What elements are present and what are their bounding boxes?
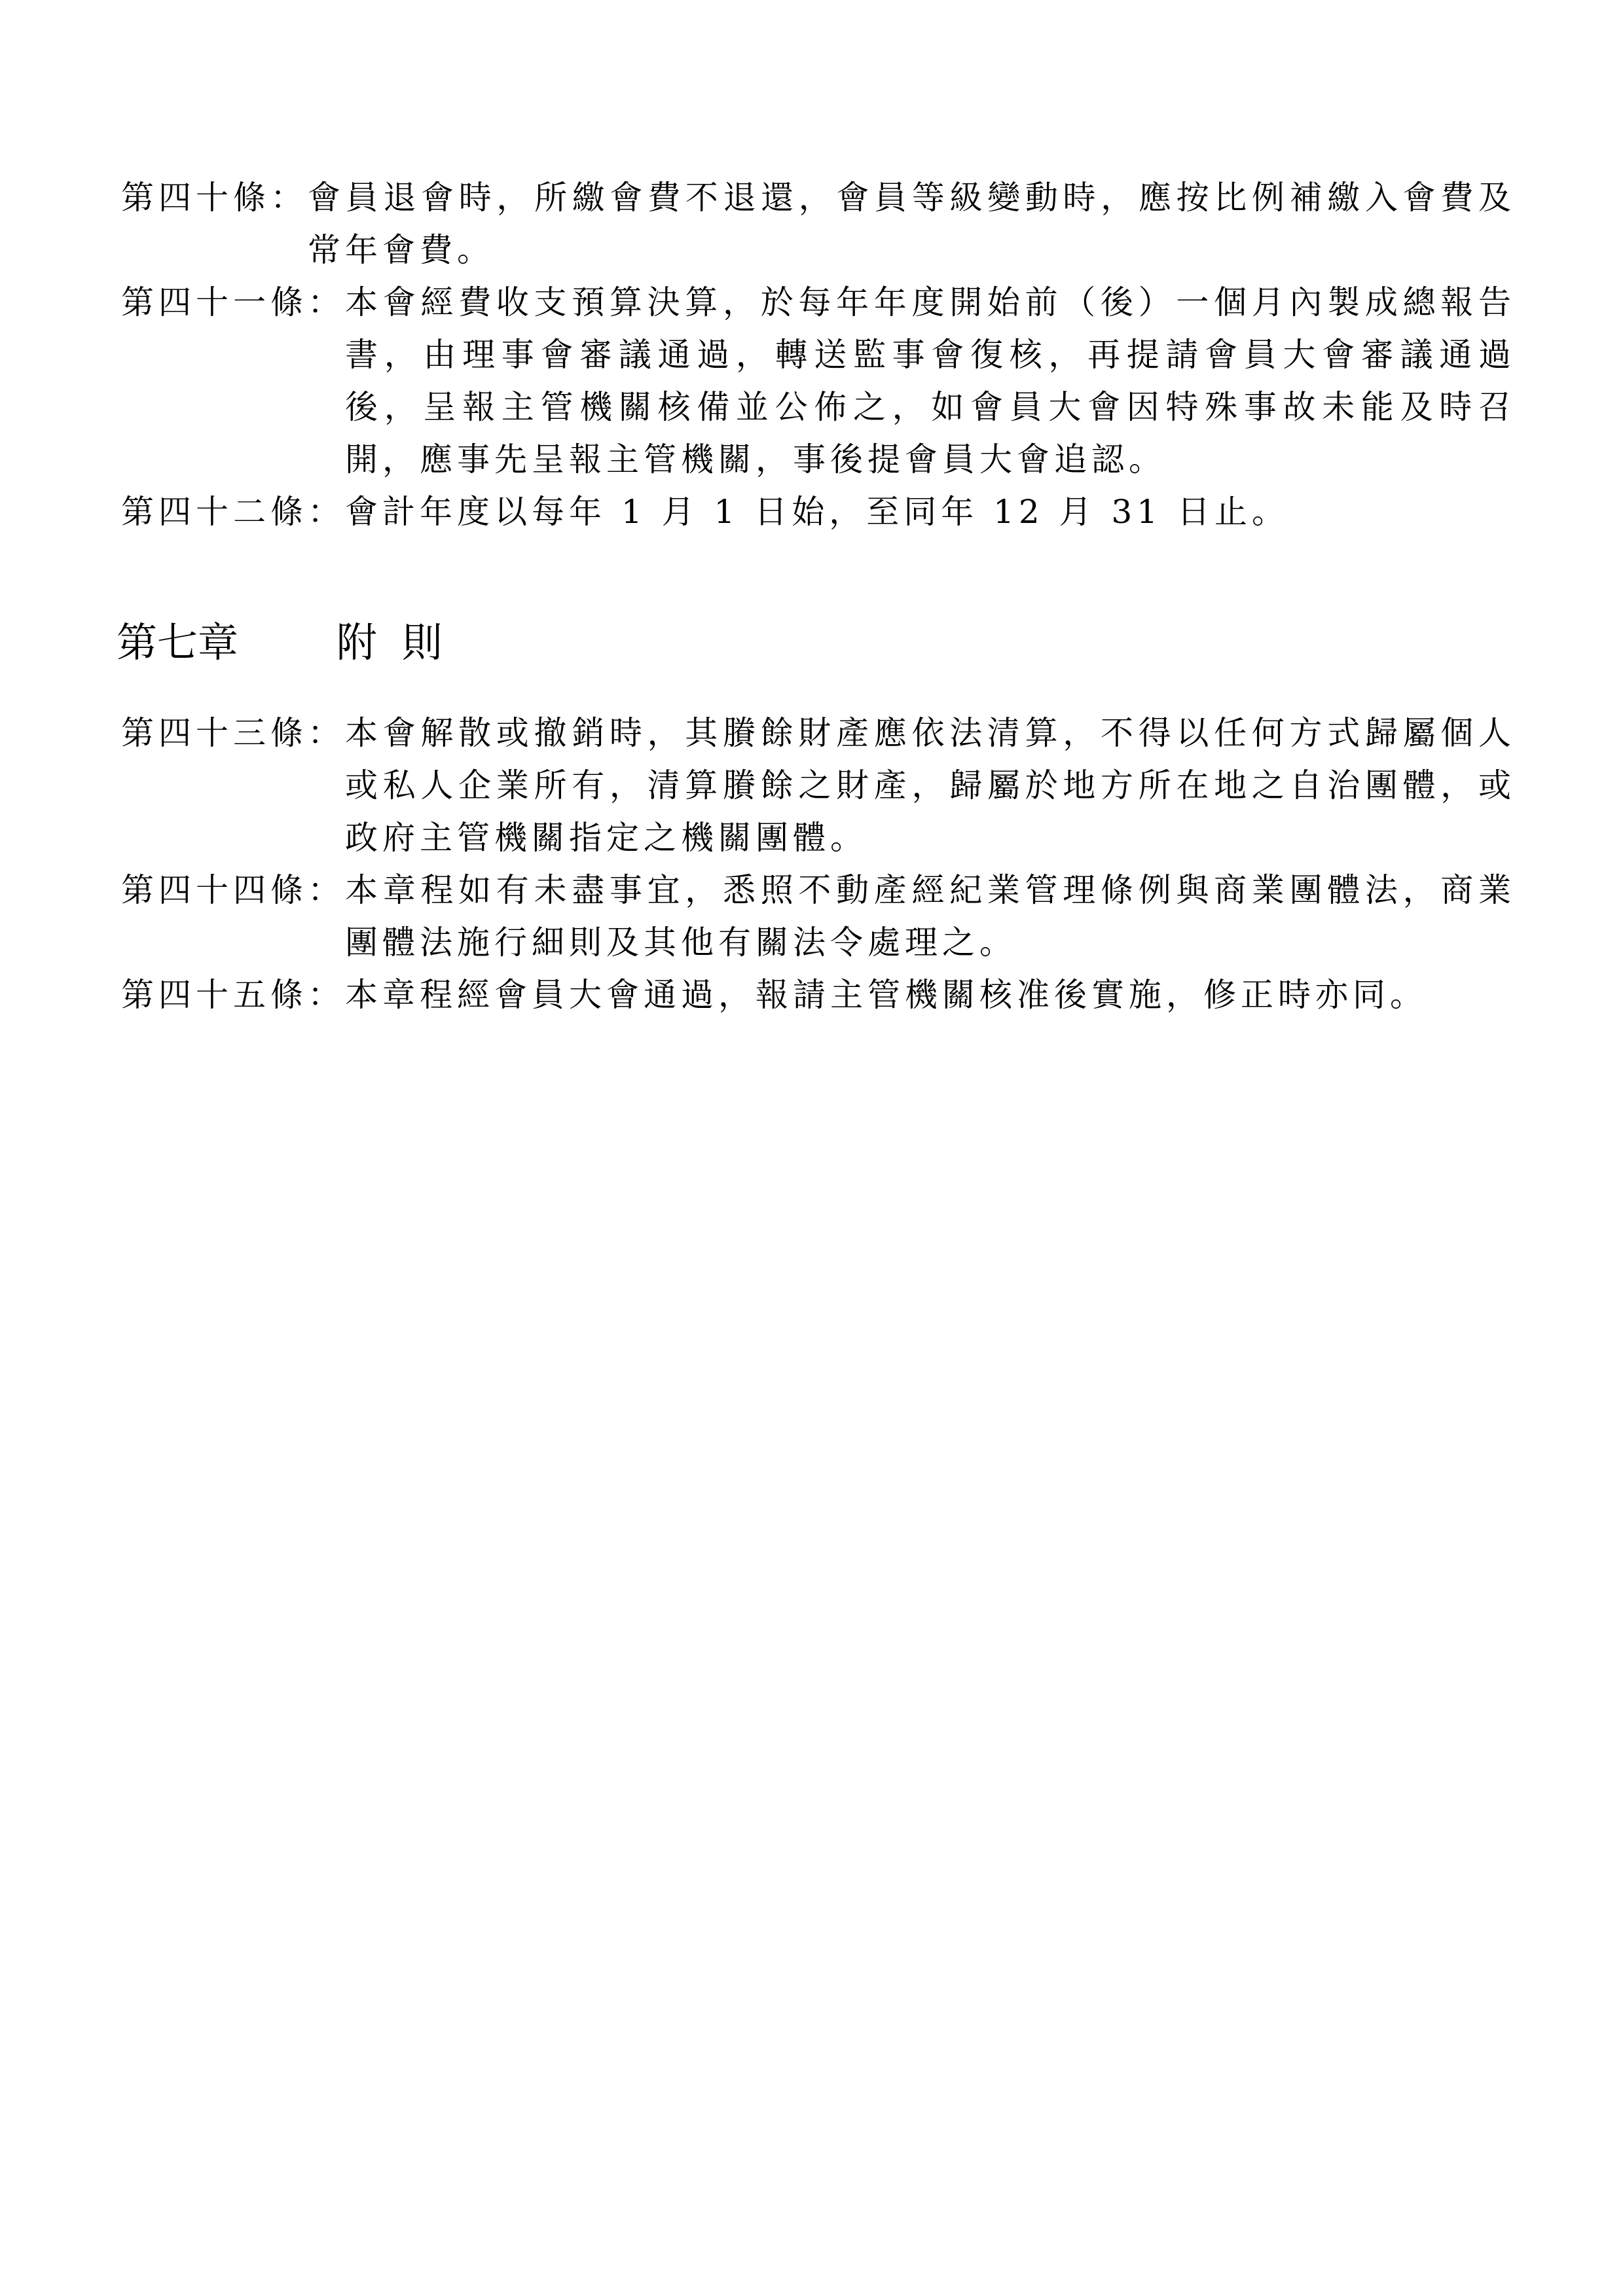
article-43-text: 本會解散或撤銷時，其賸餘財產應依法清算，不得以任何方式歸屬個人或私人企業所有，清算賸餘之財產，歸屬於地方所在地之自治團體，或政府主管機關指定之機關團體。 bbox=[345, 714, 1516, 857]
article-41-label: 第四十一條： bbox=[121, 283, 345, 321]
article-41-text: 本會經費收支預算決算，於每年年度開始前（後）一個月內製成總報告書，由理事會審議通過，轉送監事會復核，再提請會員大會審議通過後，呈報主管機關核備並公佈之，如會員大會因特殊事故未能及時召開，應事先呈報主管機關，事後提會員大會追認。 bbox=[345, 283, 1516, 478]
article-43 bbox=[121, 707, 1516, 864]
chapter-title: 附則 bbox=[336, 619, 467, 666]
article-41 bbox=[121, 276, 1516, 486]
article-44-label: 第四十四條： bbox=[121, 871, 345, 909]
articles-section-one bbox=[121, 171, 1516, 538]
article-45-label: 第四十五條： bbox=[121, 976, 345, 1014]
article-45-text: 本章程經會員大會通過，報請主管機關核准後實施，修正時亦同。 bbox=[345, 976, 1427, 1014]
article-45 bbox=[121, 969, 1516, 1021]
articles-section-two bbox=[121, 707, 1516, 1021]
article-42-text: 會計年度以每年 1 月 1 日始，至同年 12 月 31 日止。 bbox=[345, 493, 1290, 531]
article-42 bbox=[121, 486, 1516, 538]
article-40-text: 會員退會時，所繳會費不退還，會員等級變動時，應按比例補繳入會費及常年會費。 bbox=[308, 179, 1516, 269]
article-44-text: 本章程如有未盡事宜，悉照不動產經紀業管理條例與商業團體法，商業團體法施行細則及其他有關法令處理之。 bbox=[345, 871, 1516, 961]
article-44 bbox=[121, 864, 1516, 969]
chapter-label: 第七章 bbox=[117, 619, 239, 666]
chapter-heading bbox=[117, 617, 467, 669]
article-43-label: 第四十三條： bbox=[121, 714, 345, 752]
article-40 bbox=[121, 171, 1516, 276]
article-42-label: 第四十二條： bbox=[121, 493, 345, 531]
article-40-label: 第四十條： bbox=[121, 179, 308, 217]
